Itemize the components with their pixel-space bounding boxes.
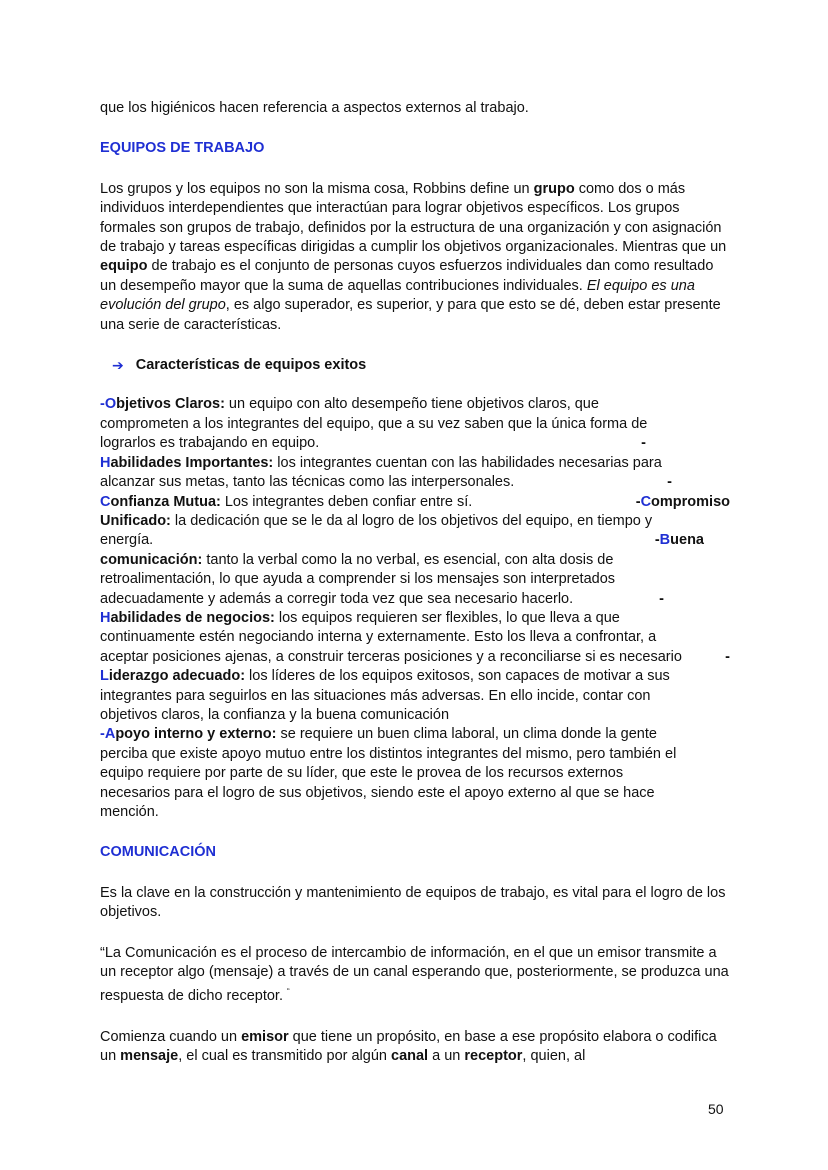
char-objetivos-line2: comprometen a los integrantes del equipo, que a su vez saben que la única forma de [100,415,648,432]
comunicacion-quote: “La Comunicación es el proceso de intercambio de información, en el que un emisor transmite a un receptor algo (mensaje) a través de un canal esperando que, posteriormente, se produzca una respuesta de dicho receptor. “ [100,944,729,1005]
char-objetivos-line3: lograrlos es trabajando en equipo. - [100,435,646,452]
heading-comunicacion: COMUNICACIÓN [100,844,216,861]
char-comunicacion-line2: retroalimentación, lo que ayuda a comprender si los mensajes son interpretados [100,571,616,588]
char-apoyo: -Apoyo interno y externo: se requiere un buen clima laboral, un clima donde la gente [100,726,657,743]
char-comunicacion: comunicación: tanto la verbal como la no verbal, es esencial, con alta dosis de [100,551,614,568]
char-apoyo-line4: necesarios para el logro de sus objetivos, siendo este el apoyo externo al que se hace [100,784,655,801]
char-confianza: Confianza Mutua: Los integrantes deben confiar entre sí. -Compromiso [100,493,730,510]
char-liderazgo: Liderazgo adecuado: los líderes de los equipos exitosos, son capaces de motivar a sus [100,668,670,685]
char-objetivos: -Objetivos Claros: un equipo con alto desempeño tiene objetivos claros, que [100,396,599,413]
bullet-caracteristicas: ➔ Características de equipos exitos [100,356,730,375]
equipos-paragraph: Los grupos y los equipos no son la misma cosa, Robbins define un grupo como dos o más individuos interdependientes que interactúan para lograr objetivos específicos. Los grupos formales son grupos de trabajo, definidos por la estructura de una organización y con asignación de trabajo y tareas específicas dirigidas a cumplir los objetivos organizacionales. Mientras que un equipo de trabajo es el conjunto de personas cuyos esfuerzos individuales dan como resultado un desempeño mayor que la suma de aquellas contribuciones individuales. El equipo es una evolución del grupo, es algo superador, es superior, y para que esto se dé, deben estar presente una serie de características. [100,180,727,333]
char-apoyo-line3: equipo requiere por parte de su líder, que este le provea de los recursos externos [100,765,624,782]
characteristics-block [100,395,730,822]
comunicacion-process-paragraph: Comienza cuando un emisor que tiene un propósito, en base a ese propósito elabora o codifica un mensaje, el cual es transmitido por algún canal a un receptor, quien, al [100,1028,717,1065]
char-negocios-line2: continuamente estén negociando interna y externamente. Esto los lleva a confrontar, a [100,629,657,646]
char-negocios: Habilidades de negocios: los equipos requieren ser flexibles, lo que lleva a que [100,609,620,626]
arrow-right-icon: ➔ [112,357,124,374]
page-number: 50 [708,1101,724,1117]
char-compromiso-line2: energía. -Buena [100,532,704,549]
comunicacion-paragraph: Es la clave en la construcción y mantenimiento de equipos de trabajo, es vital para el logro de los objetivos. [100,884,726,921]
char-habilidades-line2: alcanzar sus metas, tanto las técnicas como las interpersonales. - [100,474,672,491]
char-apoyo-line2: perciba que existe apoyo mutuo entre los distintos integrantes del mismo, pero también el [100,745,677,762]
char-apoyo-line5: mención. [100,804,159,820]
intro-line: que los higiénicos hacen referencia a aspectos externos al trabajo. [100,100,529,116]
char-liderazgo-line2: integrantes para seguirlos en las situaciones más adversas. En ello incide, contar con [100,687,651,704]
char-compromiso: Unificado: la dedicación que se le da al logro de los objetivos del equipo, en tiempo y [100,512,653,529]
char-liderazgo-line3: objetivos claros, la confianza y la buena comunicación [100,706,450,723]
char-negocios-line3: aceptar posiciones ajenas, a construir terceras posiciones y a reconciliarse si es necesario - [100,648,730,665]
heading-equipos: EQUIPOS DE TRABAJO [100,140,265,157]
char-habilidades: Habilidades Importantes: los integrantes cuentan con las habilidades necesarias para [100,454,662,471]
page-content [100,99,730,1066]
char-comunicacion-line3: adecuadamente y además a corregir toda vez que sea necesario hacerlo. - [100,590,664,607]
